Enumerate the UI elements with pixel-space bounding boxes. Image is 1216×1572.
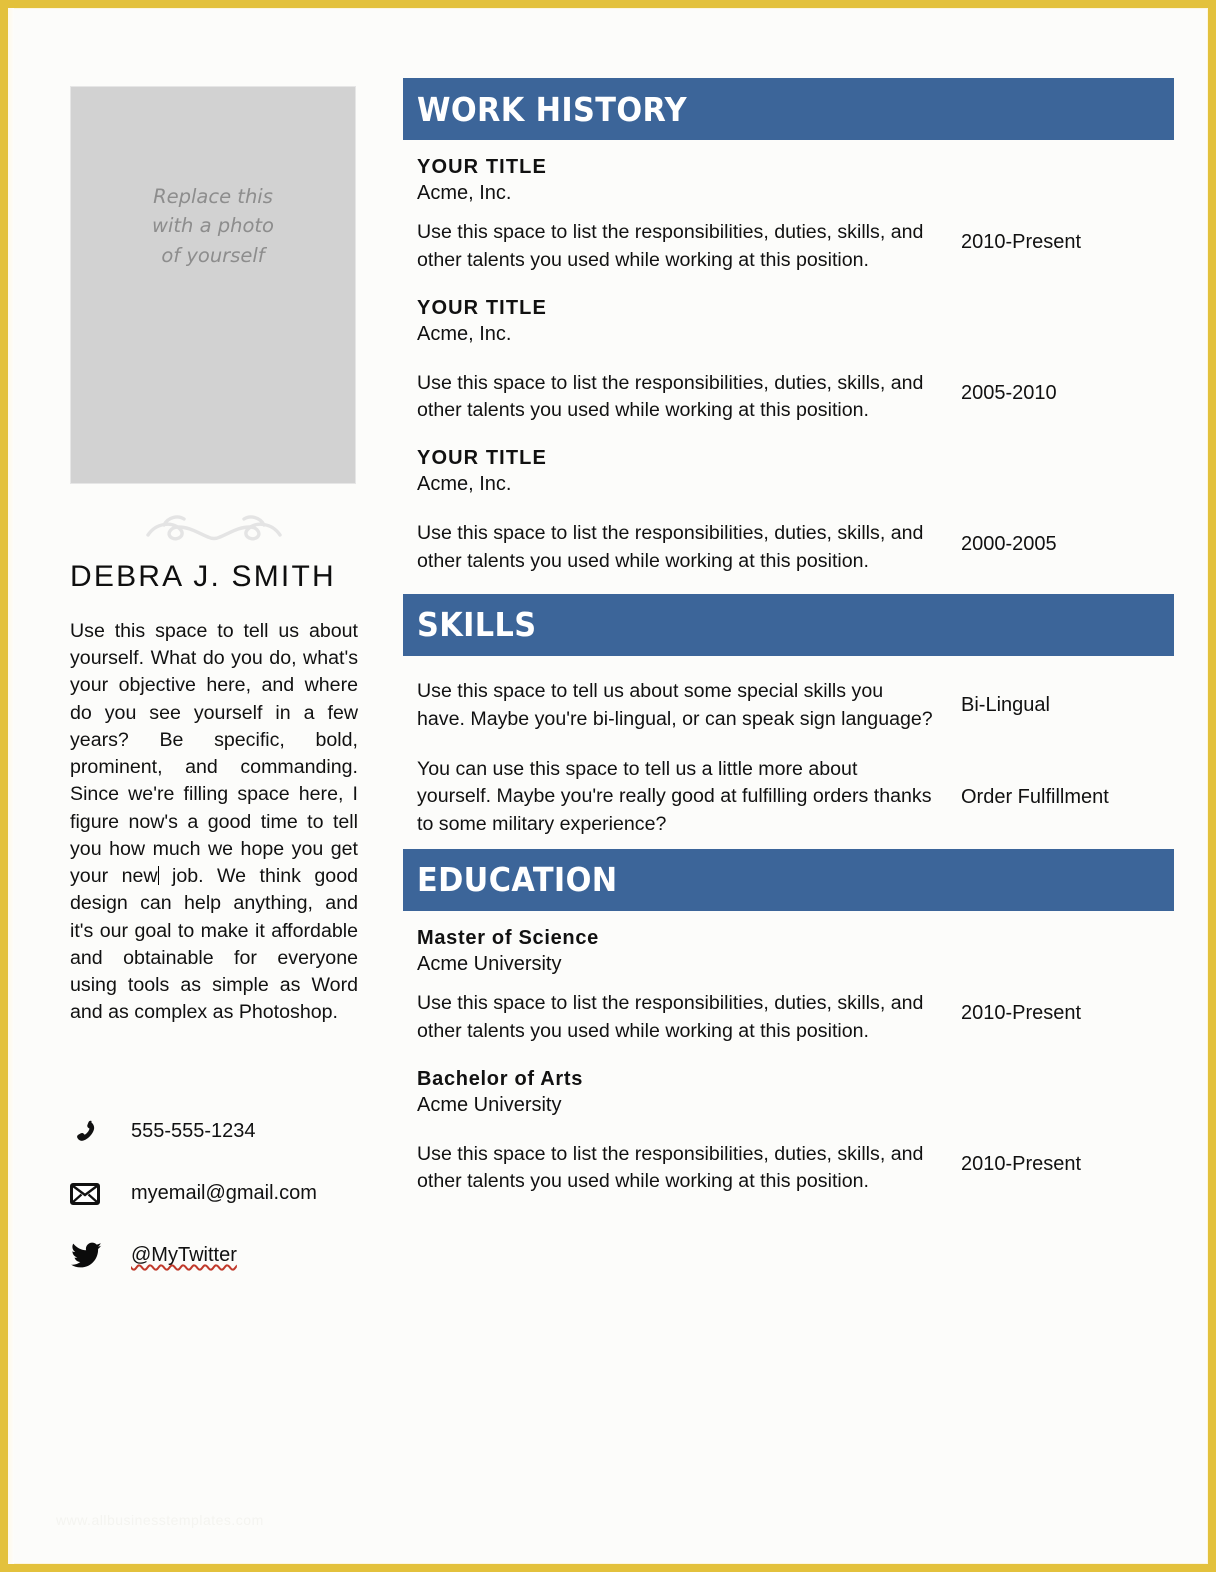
- work-entry-title: YOUR TITLE: [417, 447, 547, 470]
- section-header-skills: [403, 594, 1174, 656]
- photo-placeholder-line-2: with a photo: [152, 214, 274, 238]
- email-address: myemail@gmail.com: [131, 1182, 317, 1205]
- work-entry-description: Use this space to list the responsibilities, duties, skills, and other talents you used while working at this position.: [417, 221, 924, 271]
- skill-name: Bi-Lingual: [961, 694, 1050, 717]
- spacer: [403, 656, 1174, 678]
- work-entry-org: Acme, Inc.: [417, 473, 512, 496]
- section-header-work-history: [403, 78, 1174, 140]
- bio-text-part1: Use this space to tell us about yourself. What do you do, what's your objective here, and where do you see yourself in a few years? Be specific, bold, prominent, and commanding. Since we're filling space here, I figure now's a good time to tell you how much we hope you get your new: [70, 620, 358, 888]
- resume-page: [8, 8, 1208, 1564]
- work-entry-date: 2010-Present: [961, 231, 1082, 254]
- bio-paragraph[interactable]: [70, 618, 358, 1027]
- left-column: [70, 86, 358, 1287]
- contact-row-email[interactable]: [70, 1163, 358, 1225]
- education-entry-degree: Master of Science: [417, 926, 599, 949]
- work-entry-date: 2005-2010: [961, 381, 1057, 404]
- education-entry: [403, 1052, 1174, 1203]
- work-entry-description: Use this space to list the responsibilities, duties, skills, and other talents you used while working at this position.: [417, 371, 924, 422]
- education-entry-degree: Bachelor of Arts: [417, 1067, 584, 1090]
- bio-text-part2: job. We think good design can help anything, and it's our goal to make it affordable and obtainable for everyone using tools as simple as Word and as complex as Photoshop.: [70, 865, 358, 1024]
- contact-row-phone[interactable]: [70, 1101, 358, 1163]
- work-entry: [403, 140, 1174, 281]
- work-entry: [403, 431, 1174, 582]
- phone-number: 555-555-1234: [131, 1120, 256, 1143]
- envelope-icon: [70, 1182, 114, 1206]
- work-entry-title: YOUR TITLE: [417, 156, 547, 178]
- section-header-education: [403, 849, 1174, 911]
- work-entry-org: Acme, Inc.: [417, 182, 512, 204]
- education-entry-description: Use this space to list the responsibilities, duties, skills, and other talents you used while working at this position.: [417, 991, 924, 1042]
- skill-name: Order Fulfillment: [961, 785, 1109, 808]
- spacer: [417, 346, 1174, 356]
- spacer: [417, 496, 1174, 506]
- work-entry-title: YOUR TITLE: [417, 296, 547, 319]
- contact-list: [70, 1101, 358, 1287]
- education-entry: [403, 911, 1174, 1052]
- flourish-ornament-icon: [70, 510, 358, 550]
- section-title-education: EDUCATION: [417, 860, 618, 900]
- education-entry-date: 2010-Present: [961, 1002, 1082, 1025]
- twitter-handle: @MyTwitter: [131, 1244, 237, 1267]
- photo-placeholder[interactable]: [70, 86, 356, 484]
- education-entry-date: 2010-Present: [961, 1152, 1082, 1175]
- photo-placeholder-line-3: of yourself: [161, 243, 265, 267]
- contact-row-twitter[interactable]: [70, 1225, 358, 1287]
- skill-row: [403, 756, 1174, 839]
- spacer: [403, 734, 1174, 756]
- photo-placeholder-line-1: Replace this: [153, 184, 273, 208]
- section-title-skills: SKILLS: [417, 605, 537, 645]
- skill-row: [403, 678, 1174, 734]
- right-column: [403, 78, 1174, 1202]
- skill-description: Use this space to tell us about some special skills you have. Maybe you're bi-lingual, or can speak sign language?: [417, 679, 933, 730]
- skill-description: You can use this space to tell us a little more about yourself. Maybe you're really good at fulfilling orders thanks to some military experience?: [417, 757, 932, 836]
- education-entry-description: Use this space to list the responsibilities, duties, skills, and other talents you used while working at this position.: [417, 1142, 924, 1193]
- education-entry-school: Acme University: [417, 952, 562, 975]
- work-entry-date: 2000-2005: [961, 532, 1057, 555]
- work-entry: [403, 281, 1174, 432]
- person-name: DEBRA J. SMITH: [70, 560, 336, 593]
- section-title-work-history: WORK HISTORY: [417, 89, 687, 129]
- education-entry-school: Acme University: [417, 1093, 562, 1116]
- spacer: [417, 1117, 1174, 1127]
- photo-placeholder-text: [152, 182, 274, 271]
- phone-icon: [70, 1117, 114, 1147]
- work-entry-org: Acme, Inc.: [417, 322, 512, 345]
- watermark: www.allbusinesstemplates.com: [56, 1512, 264, 1528]
- twitter-bird-icon: [70, 1242, 114, 1269]
- work-entry-description: Use this space to list the responsibilities, duties, skills, and other talents you used while working at this position.: [417, 522, 924, 573]
